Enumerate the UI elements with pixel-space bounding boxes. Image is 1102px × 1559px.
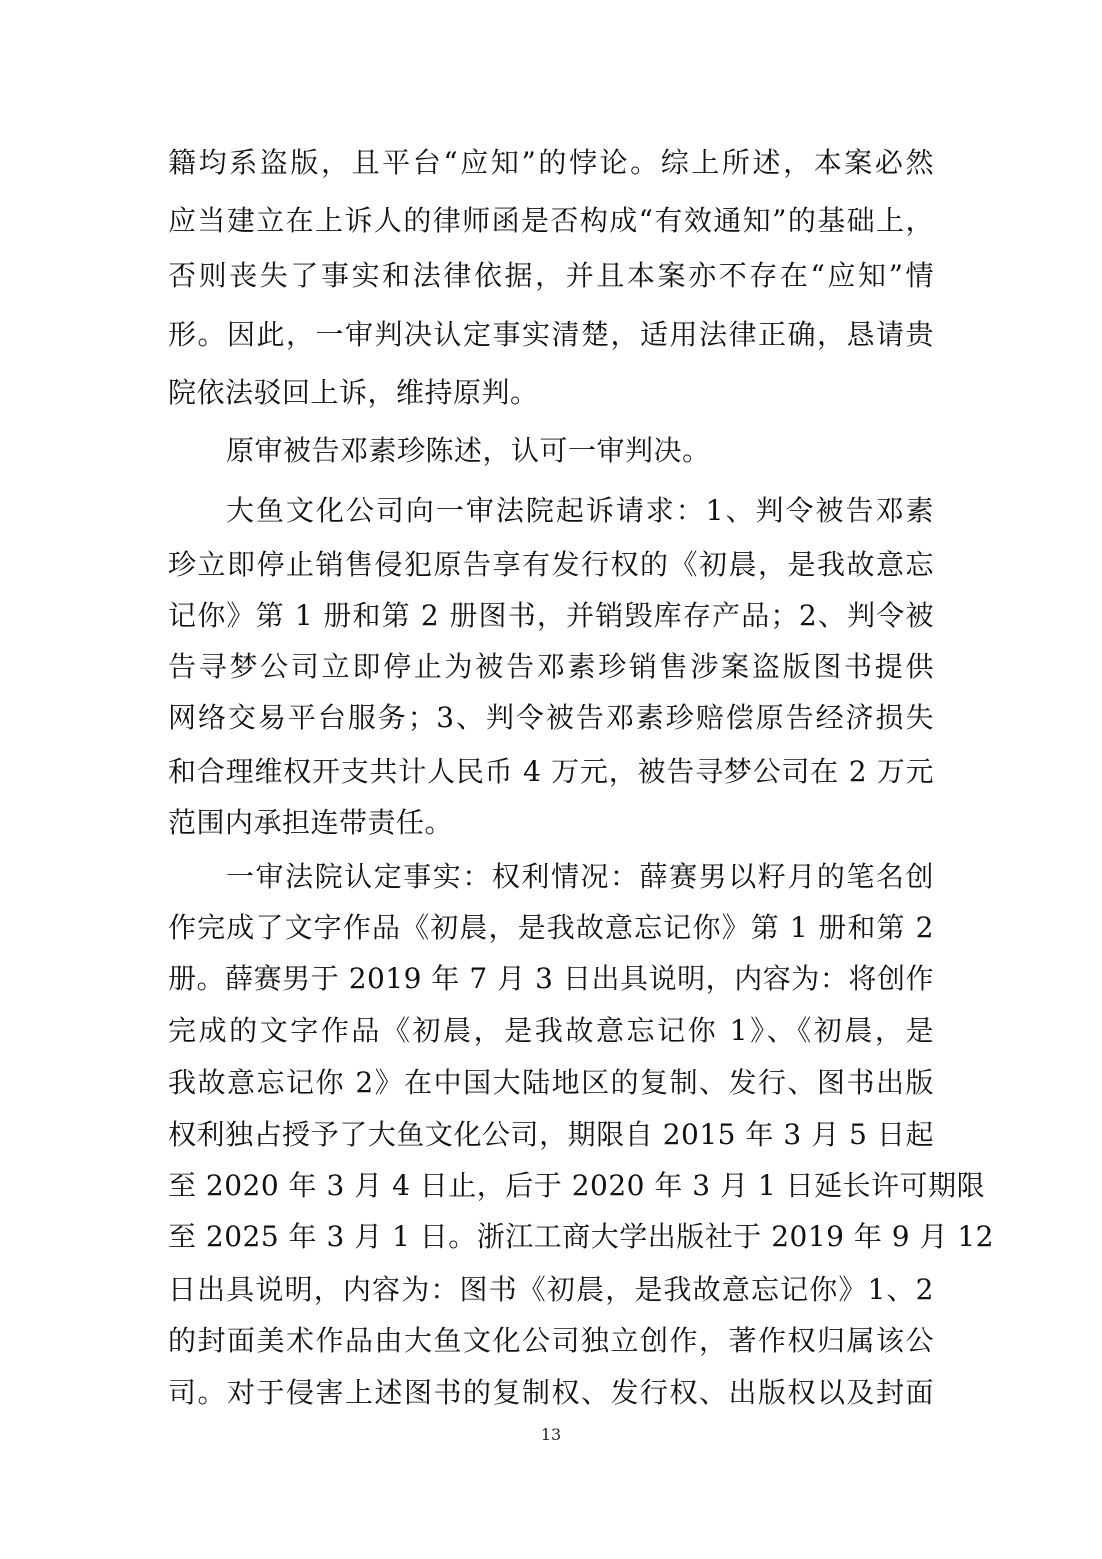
text-line: 至 2020 年 3 月 4 日止，后于 2020 年 3 月 1 日延长许可期限 bbox=[168, 1169, 986, 1202]
text-line: 记你》第 1 册和第 2 册图书，并销毁库存产品；2、判令被 bbox=[168, 599, 934, 632]
text-line: 至 2025 年 3 月 1 日。浙江工商大学出版社于 2019 年 9 月 12 bbox=[168, 1220, 994, 1253]
text-line: 我故意忘记你 2》在中国大陆地区的复制、发行、图书出版 bbox=[168, 1066, 934, 1099]
paragraph-start-line: 大鱼文化公司向一审法院起诉请求：1、判令被告邓素 bbox=[226, 494, 934, 527]
page-number: 13 bbox=[540, 1425, 562, 1444]
text-line: 应当建立在上诉人的律师函是否构成“有效通知”的基础上， bbox=[168, 204, 934, 237]
text-line: 否则丧失了事实和法律依据，并且本案亦不存在“应知”情 bbox=[168, 259, 934, 292]
paragraph-end-line: 院依法驳回上诉，维持原判。 bbox=[168, 376, 539, 409]
text-line: 司。对于侵害上述图书的复制权、发行权、出版权以及封面 bbox=[168, 1376, 934, 1409]
text-line: 的封面美术作品由大鱼文化公司独立创作，著作权归属该公 bbox=[168, 1324, 934, 1357]
paragraph-end-line: 范围内承担连带责任。 bbox=[168, 806, 454, 839]
paragraph-line: 原审被告邓素珍陈述，认可一审判决。 bbox=[226, 434, 711, 467]
text-line: 日出具说明，内容为：图书《初晨，是我故意忘记你》1、2 bbox=[168, 1273, 934, 1306]
text-line: 作完成了文字作品《初晨，是我故意忘记你》第 1 册和第 2 bbox=[168, 911, 934, 944]
text-line: 籍均系盗版，且平台“应知”的悖论。综上所述，本案必然 bbox=[168, 146, 934, 179]
paragraph-start-line: 一审法院认定事实：权利情况：薛赛男以籽月的笔名创 bbox=[226, 860, 934, 893]
text-line: 形。因此，一审判决认定事实清楚，适用法律正确，恳请贵 bbox=[168, 318, 934, 351]
text-line: 完成的文字作品《初晨，是我故意忘记你 1》、《初晨，是 bbox=[168, 1014, 934, 1047]
text-line: 和合理维权开支共计人民币 4 万元，被告寻梦公司在 2 万元 bbox=[168, 755, 934, 788]
text-line: 告寻梦公司立即停止为被告邓素珍销售涉案盗版图书提供 bbox=[168, 650, 934, 683]
text-line: 网络交易平台服务；3、判令被告邓素珍赔偿原告经济损失 bbox=[168, 701, 934, 734]
text-line: 权利独占授予了大鱼文化公司，期限自 2015 年 3 月 5 日起 bbox=[168, 1118, 934, 1151]
text-line: 珍立即停止销售侵犯原告享有发行权的《初晨，是我故意忘 bbox=[168, 548, 934, 581]
text-line: 册。薛赛男于 2019 年 7 月 3 日出具说明，内容为：将创作 bbox=[168, 962, 934, 995]
